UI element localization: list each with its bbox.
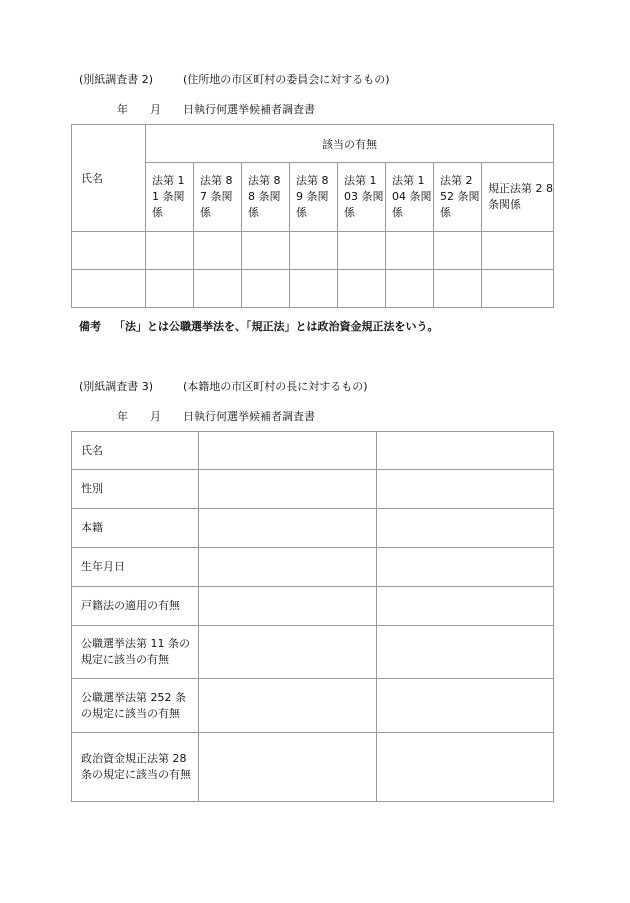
table-cell bbox=[377, 626, 554, 679]
table-cell bbox=[72, 270, 146, 308]
table-cell bbox=[199, 679, 377, 733]
date-month-1: 月 bbox=[150, 103, 161, 116]
table-cell bbox=[377, 733, 554, 802]
table-row bbox=[72, 270, 554, 308]
table-cell bbox=[194, 270, 242, 308]
column-header: 法第 8 9 条関係 bbox=[290, 163, 338, 232]
date-month-2: 月 bbox=[150, 410, 161, 423]
remark-label: 備考 bbox=[79, 320, 101, 333]
date-year-2: 年 bbox=[117, 410, 128, 423]
table-cell bbox=[377, 679, 554, 733]
table-row bbox=[72, 432, 554, 470]
table-row bbox=[72, 548, 554, 587]
row-label: 生年月日 bbox=[72, 548, 199, 587]
table-row bbox=[72, 679, 554, 733]
row-label: 政治資金規正法第 28 条の規定に該当の有無 bbox=[72, 733, 199, 802]
table-cell bbox=[482, 270, 554, 308]
row-label: 戸籍法の適用の有無 bbox=[72, 587, 199, 626]
remark-text: 「法」とは公職選挙法を、「規正法」とは政治資金規正法をいう。 bbox=[114, 320, 439, 333]
table-cell bbox=[386, 232, 434, 270]
relevance-group-header: 該当の有無 bbox=[146, 125, 554, 163]
table-cell bbox=[482, 232, 554, 270]
table-cell bbox=[377, 587, 554, 626]
table-cell bbox=[434, 270, 482, 308]
table-cell bbox=[146, 232, 194, 270]
table-cell bbox=[290, 232, 338, 270]
column-header: 法第 1 04 条関係 bbox=[386, 163, 434, 232]
row-label: 公職選挙法第 11 条の規定に該当の有無 bbox=[72, 626, 199, 679]
heading-title-1: (別紙調査書 2) bbox=[79, 73, 154, 86]
heading-subtitle-2: (本籍地の市区町村の長に対するもの) bbox=[183, 380, 368, 393]
table-row bbox=[72, 587, 554, 626]
row-label: 本籍 bbox=[72, 509, 199, 548]
heading-subtitle-1: (住所地の市区町村の委員会に対するもの) bbox=[183, 73, 390, 86]
table-cell bbox=[242, 270, 290, 308]
row-label: 性別 bbox=[72, 470, 199, 509]
survey-title-2: 日執行何選挙候補者調査書 bbox=[183, 410, 315, 423]
column-header: 規正法第 2 8 条関係 bbox=[482, 163, 554, 232]
date-year-1: 年 bbox=[117, 103, 128, 116]
table-cell bbox=[386, 270, 434, 308]
domicile-info-table bbox=[71, 431, 554, 802]
table-cell bbox=[377, 509, 554, 548]
table-cell bbox=[199, 626, 377, 679]
table-cell bbox=[72, 232, 146, 270]
table-cell bbox=[199, 548, 377, 587]
table-cell bbox=[434, 232, 482, 270]
column-header: 法第 1 1 条関係 bbox=[146, 163, 194, 232]
table-row bbox=[72, 733, 554, 802]
survey-title-1: 日執行何選挙候補者調査書 bbox=[183, 103, 315, 116]
candidate-relevance-table bbox=[71, 124, 554, 308]
column-header: 法第 1 03 条関係 bbox=[338, 163, 386, 232]
table-cell bbox=[290, 270, 338, 308]
row-label: 氏名 bbox=[72, 432, 199, 470]
column-header: 法第 8 7 条関係 bbox=[194, 163, 242, 232]
column-header: 法第 2 52 条関係 bbox=[434, 163, 482, 232]
table-row bbox=[72, 626, 554, 679]
table-cell bbox=[377, 470, 554, 509]
table-cell bbox=[194, 232, 242, 270]
row-label: 公職選挙法第 252 条の規定に該当の有無 bbox=[72, 679, 199, 733]
table-cell bbox=[199, 432, 377, 470]
table-cell bbox=[199, 733, 377, 802]
table-row bbox=[72, 232, 554, 270]
table-cell bbox=[199, 587, 377, 626]
name-header: 氏名 bbox=[72, 125, 146, 232]
table-cell bbox=[199, 509, 377, 548]
table-cell bbox=[338, 232, 386, 270]
table-row bbox=[72, 509, 554, 548]
heading-title-2: (別紙調査書 3) bbox=[79, 380, 154, 393]
table-cell bbox=[338, 270, 386, 308]
table-row bbox=[72, 470, 554, 509]
table-cell bbox=[377, 548, 554, 587]
table-cell bbox=[242, 232, 290, 270]
table-cell bbox=[146, 270, 194, 308]
column-header: 法第 8 8 条関係 bbox=[242, 163, 290, 232]
table-cell bbox=[199, 470, 377, 509]
table-cell bbox=[377, 432, 554, 470]
